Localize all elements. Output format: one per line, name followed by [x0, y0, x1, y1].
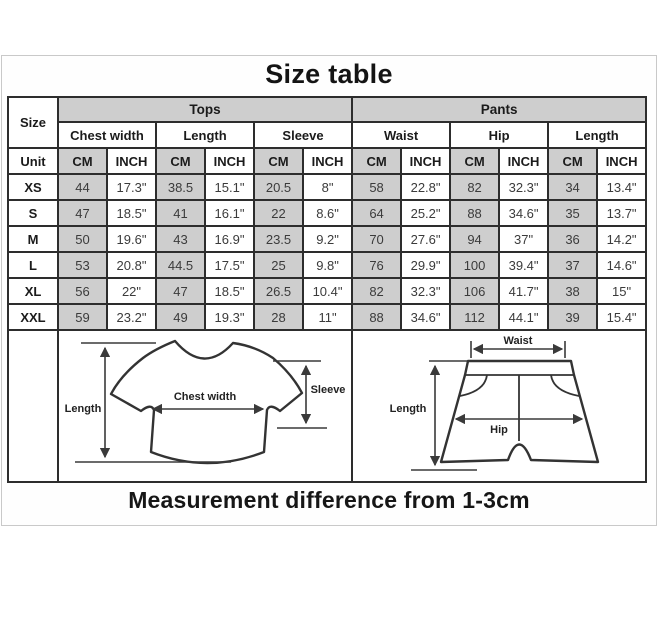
size-label: XXL [8, 304, 58, 330]
value-cell: 28 [254, 304, 303, 330]
value-cell: 38 [548, 278, 597, 304]
value-cell: 22.8" [401, 174, 450, 200]
value-cell: 39.4" [499, 252, 548, 278]
value-cell: 37 [548, 252, 597, 278]
tshirt-diagram-cell [58, 330, 352, 482]
value-cell: 19.3" [205, 304, 254, 330]
value-cell: 16.1" [205, 200, 254, 226]
value-cell: 58 [352, 174, 401, 200]
tshirt-chest-label: Chest width [173, 391, 237, 403]
value-cell: 50 [58, 226, 107, 252]
unit-cell: INCH [205, 148, 254, 174]
value-cell: 53 [58, 252, 107, 278]
value-cell: 64 [352, 200, 401, 226]
value-cell: 82 [450, 174, 499, 200]
value-cell: 112 [450, 304, 499, 330]
value-cell: 11" [303, 304, 352, 330]
value-cell: 76 [352, 252, 401, 278]
value-cell: 44.1" [499, 304, 548, 330]
value-cell: 25 [254, 252, 303, 278]
value-cell: 25.2" [401, 200, 450, 226]
value-cell: 36 [548, 226, 597, 252]
col-header-waist: Waist [352, 122, 450, 148]
size-row-xxl [8, 304, 646, 330]
unit-row [8, 148, 646, 174]
value-cell: 15.1" [205, 174, 254, 200]
tshirt-diagram [59, 331, 349, 479]
value-cell: 8.6" [303, 200, 352, 226]
value-cell: 18.5" [107, 200, 156, 226]
value-cell: 35 [548, 200, 597, 226]
value-cell: 16.9" [205, 226, 254, 252]
value-cell: 13.4" [597, 174, 646, 200]
value-cell: 94 [450, 226, 499, 252]
col-header-hip: Hip [450, 122, 548, 148]
value-cell: 26.5 [254, 278, 303, 304]
size-label: M [8, 226, 58, 252]
value-cell: 20.5 [254, 174, 303, 200]
shorts-drawing [441, 361, 598, 462]
value-cell: 44 [58, 174, 107, 200]
value-cell: 41.7" [499, 278, 548, 304]
unit-cell: CM [352, 148, 401, 174]
value-cell: 82 [352, 278, 401, 304]
size-row-l [8, 252, 646, 278]
value-cell: 43 [156, 226, 205, 252]
diagram-empty-cell [8, 330, 58, 482]
value-cell: 49 [156, 304, 205, 330]
unit-cell: INCH [303, 148, 352, 174]
tops-group-header: Tops [58, 97, 352, 122]
value-cell: 20.8" [107, 252, 156, 278]
shorts-diagram-cell [352, 330, 646, 482]
value-cell: 18.5" [205, 278, 254, 304]
measure-header-row [8, 122, 646, 148]
value-cell: 88 [450, 200, 499, 226]
value-cell: 32.3" [499, 174, 548, 200]
value-cell: 13.7" [597, 200, 646, 226]
size-header-cell: Size [8, 97, 58, 148]
size-label: L [8, 252, 58, 278]
col-header-chest-width: Chest width [58, 122, 156, 148]
value-cell: 106 [450, 278, 499, 304]
value-cell: 14.6" [597, 252, 646, 278]
value-cell: 70 [352, 226, 401, 252]
value-cell: 17.5" [205, 252, 254, 278]
value-cell: 15" [597, 278, 646, 304]
page-title: Size table [265, 59, 393, 89]
size-table [7, 96, 647, 483]
size-label: XL [8, 278, 58, 304]
value-cell: 44.5 [156, 252, 205, 278]
unit-header-cell: Unit [8, 148, 58, 174]
value-cell: 39 [548, 304, 597, 330]
value-cell: 9.2" [303, 226, 352, 252]
value-cell: 100 [450, 252, 499, 278]
unit-cell: INCH [401, 148, 450, 174]
unit-cell: CM [156, 148, 205, 174]
size-row-s [8, 200, 646, 226]
unit-cell: CM [254, 148, 303, 174]
tshirt-length-label: Length [64, 403, 102, 415]
value-cell: 56 [58, 278, 107, 304]
size-label: XS [8, 174, 58, 200]
col-header-top-length: Length [156, 122, 254, 148]
value-cell: 88 [352, 304, 401, 330]
size-row-xl [8, 278, 646, 304]
shorts-length-label: Length [389, 403, 427, 415]
shorts-diagram [353, 331, 643, 479]
size-row-m [8, 226, 646, 252]
waist-dimension [471, 335, 565, 358]
tshirt-sleeve-label: Sleeve [310, 384, 346, 396]
value-cell: 32.3" [401, 278, 450, 304]
value-cell: 19.6" [107, 226, 156, 252]
col-header-pant-length: Length [548, 122, 646, 148]
value-cell: 23.5 [254, 226, 303, 252]
value-cell: 15.4" [597, 304, 646, 330]
value-cell: 41 [156, 200, 205, 226]
value-cell: 29.9" [401, 252, 450, 278]
size-label: S [8, 200, 58, 226]
value-cell: 17.3" [107, 174, 156, 200]
value-cell: 34.6" [401, 304, 450, 330]
size-rows [8, 174, 646, 330]
value-cell: 47 [156, 278, 205, 304]
product-image-frame [1, 55, 657, 526]
unit-cell: INCH [107, 148, 156, 174]
value-cell: 22" [107, 278, 156, 304]
col-header-sleeve: Sleeve [254, 122, 352, 148]
value-cell: 34.6" [499, 200, 548, 226]
value-cell: 38.5 [156, 174, 205, 200]
unit-cell: INCH [499, 148, 548, 174]
unit-cell: CM [450, 148, 499, 174]
value-cell: 59 [58, 304, 107, 330]
value-cell: 23.2" [107, 304, 156, 330]
value-cell: 10.4" [303, 278, 352, 304]
value-cell: 47 [58, 200, 107, 226]
unit-cell: CM [548, 148, 597, 174]
unit-cell: CM [58, 148, 107, 174]
value-cell: 37" [499, 226, 548, 252]
shorts-waist-label: Waist [503, 335, 533, 347]
value-cell: 9.8" [303, 252, 352, 278]
diagram-row [8, 330, 646, 482]
pants-group-header: Pants [352, 97, 646, 122]
shorts-hip-label: Hip [490, 424, 508, 436]
size-row-xs [8, 174, 646, 200]
footer-note: Measurement difference from 1-3cm [128, 487, 530, 513]
group-header-row [8, 97, 646, 122]
value-cell: 22 [254, 200, 303, 226]
unit-cell: INCH [597, 148, 646, 174]
value-cell: 27.6" [401, 226, 450, 252]
value-cell: 34 [548, 174, 597, 200]
value-cell: 8" [303, 174, 352, 200]
value-cell: 14.2" [597, 226, 646, 252]
